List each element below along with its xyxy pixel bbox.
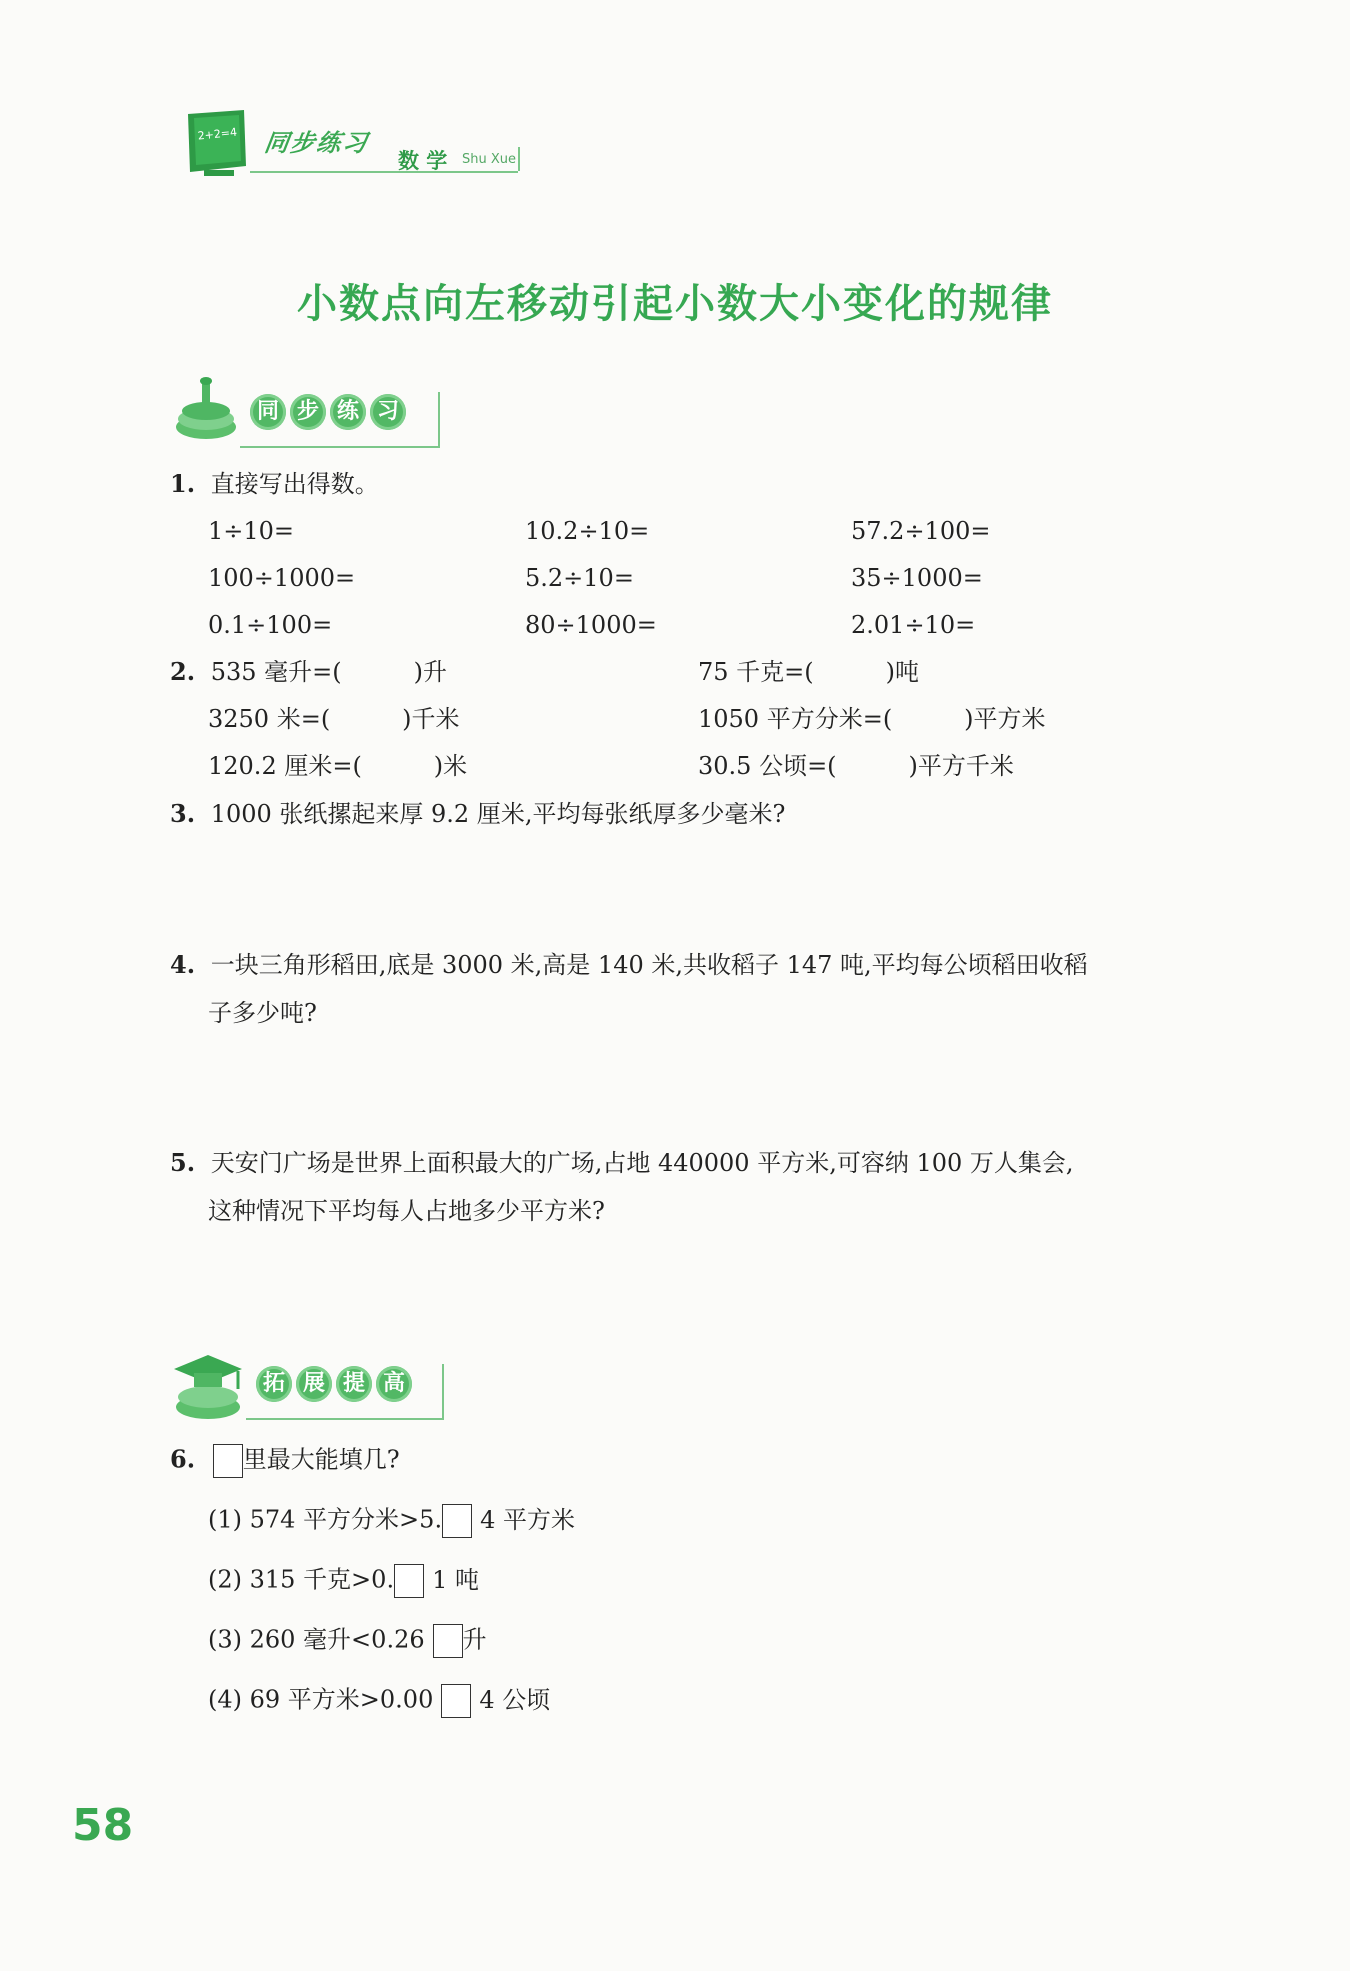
blackboard-icon [184,108,250,180]
question-4 [170,950,1088,980]
question-1 [170,469,379,499]
badge-char: 提 [336,1366,372,1402]
fill-text-pre: (1) 574 平方分米>5. [208,1505,443,1534]
badge-char: 拓 [256,1366,292,1402]
fill-item-4 [208,1684,550,1718]
answer-box[interactable] [433,1624,463,1658]
page-title: 小数点向左移动引起小数大小变化的规律 [297,281,1053,327]
header-underline [250,171,518,173]
question-6 [170,1444,400,1478]
question-number: 6. [170,1444,196,1474]
question-text: 1000 张纸摞起来厚 9.2 厘米,平均每张纸厚多少毫米? [210,800,786,828]
question-text: 里最大能填几? [242,1445,400,1474]
question-number: 1. [170,469,196,498]
calc-item: 5.2÷10= [525,564,634,592]
answer-box[interactable] [442,1504,472,1538]
badge-char: 展 [296,1366,332,1402]
fill-text-post: 4 公顷 [479,1685,551,1714]
badge-char: 同 [250,394,286,430]
fill-text-post: 1 吨 [432,1565,479,1594]
calc-item: 0.1÷100= [208,611,333,639]
question-2 [170,657,447,687]
calc-item: 57.2÷100= [851,517,991,545]
fill-text-pre: (2) 315 千克>0. [208,1565,395,1594]
subject-label: 数 学 [398,149,448,173]
fill-text-pre: (3) 260 毫升<0.26 [208,1625,425,1654]
page-number: 58 [72,1800,134,1851]
graduation-cap-books-icon [168,1345,248,1425]
question-text: 直接写出得数。 [210,470,379,498]
badge-char: 习 [370,394,406,430]
book-name: 同步练习 [262,129,371,157]
fill-item-1 [208,1504,575,1538]
conversion-item: 120.2 厘米=( )米 [208,752,468,780]
question-number: 5. [170,1148,196,1177]
calc-item: 1÷10= [208,517,295,545]
question-number: 4. [170,950,196,979]
conversion-item: 1050 平方分米=( )平方米 [698,705,1046,733]
calc-item: 35÷1000= [851,564,983,592]
question-number: 3. [170,799,196,828]
answer-box[interactable] [394,1564,424,1598]
board-text: 2+2=4 [197,125,238,143]
answer-box[interactable] [213,1444,243,1478]
conversion-item: 30.5 公顷=( )平方千米 [698,752,1014,780]
badge-char: 练 [330,394,366,430]
fill-text-post: 4 平方米 [480,1505,575,1534]
fill-item-2 [208,1564,479,1598]
badge-char: 步 [290,394,326,430]
question-5 [170,1148,1074,1178]
calc-item: 10.2÷10= [525,517,650,545]
calc-item: 80÷1000= [525,611,657,639]
fill-text-post: 升 [462,1625,487,1654]
conversion-item: 535 毫升=( )升 [210,658,447,686]
subject-pinyin: Shu Xue [462,152,517,167]
question-text-cont: 这种情况下平均每人占地多少平方米? [208,1197,605,1225]
header-underline-end [518,147,520,171]
conversion-item: 3250 米=( )千米 [208,705,460,733]
question-text-cont: 子多少吨? [208,999,317,1027]
conversion-item: 75 千克=( )吨 [698,658,920,686]
answer-box[interactable] [441,1684,471,1718]
question-number: 2. [170,657,196,686]
fill-text-pre: (4) 69 平方米>0.00 [208,1685,434,1714]
books-lamp-icon [170,375,240,447]
calc-item: 2.01÷10= [851,611,976,639]
question-3 [170,799,785,829]
calc-item: 100÷1000= [208,564,356,592]
section-badge-extension [256,1366,412,1402]
fill-item-3 [208,1624,487,1658]
section-badge-practice [250,394,406,430]
question-text: 一块三角形稻田,底是 3000 米,高是 140 米,共收稻子 147 吨,平均每公顷稻田收稻 [210,951,1088,979]
question-text: 天安门广场是世界上面积最大的广场,占地 440000 平方米,可容纳 100 万人集会, [210,1149,1074,1177]
badge-char: 高 [376,1366,412,1402]
